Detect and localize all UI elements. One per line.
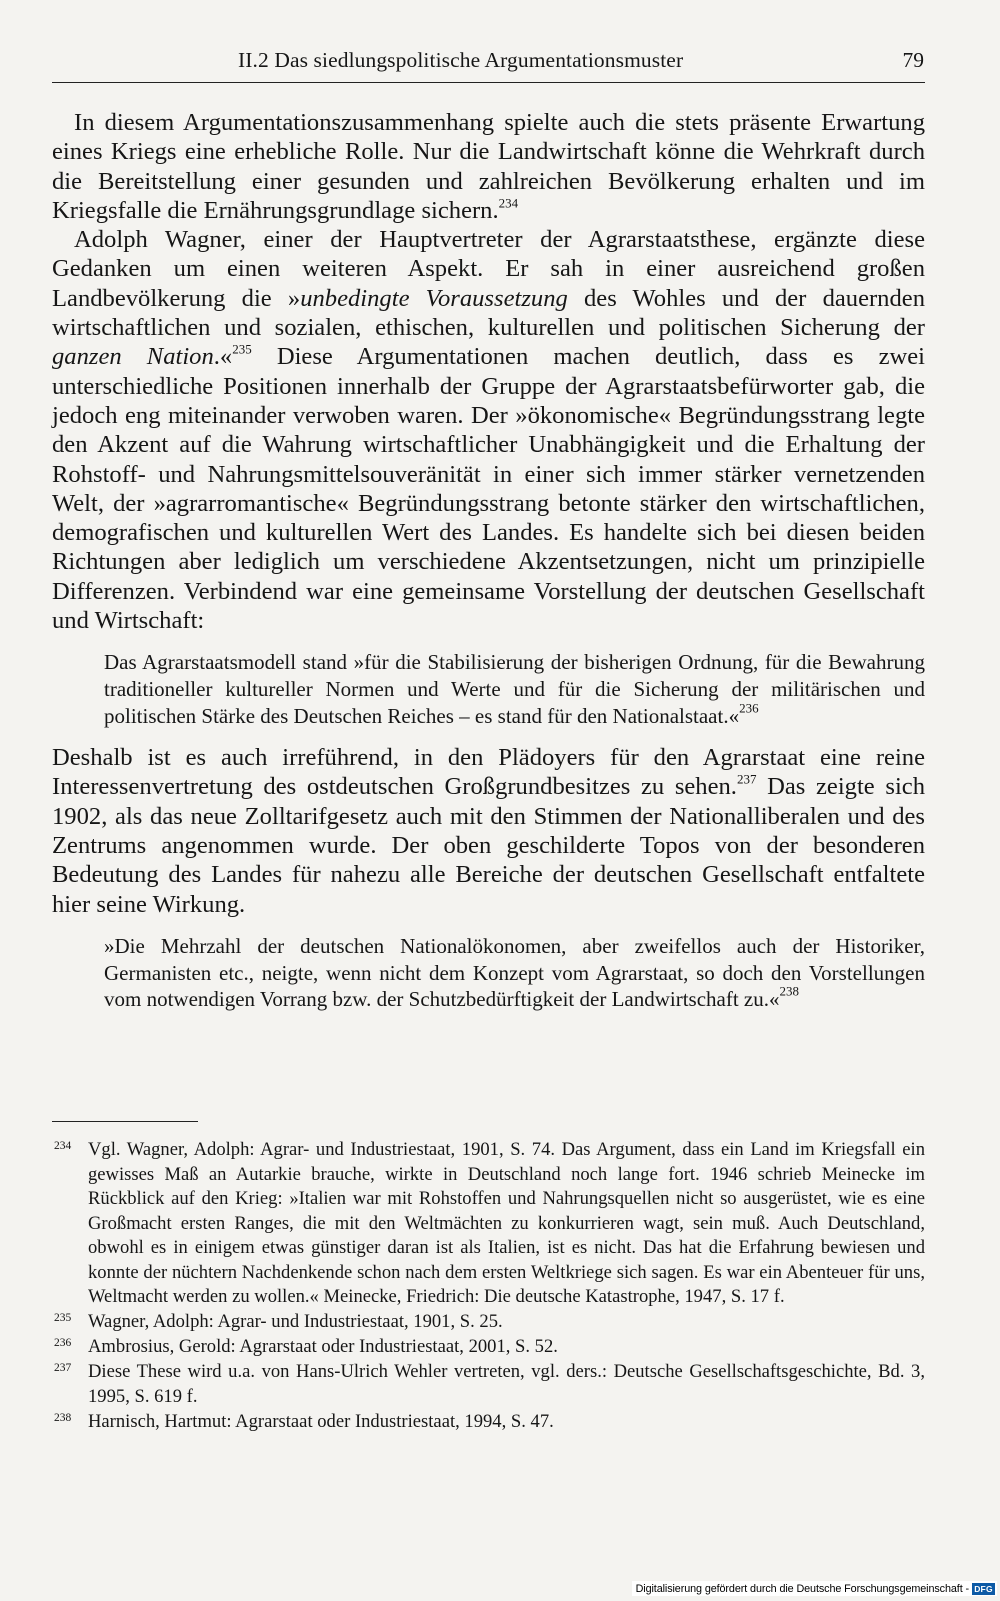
dfg-logo-icon: DFG <box>972 1583 995 1595</box>
footnote-ref[interactable]: 235 <box>232 341 252 357</box>
footnote-number: 237 <box>54 1362 72 1374</box>
footnote-number: 234 <box>54 1140 72 1152</box>
paragraph-2: Adolph Wagner, einer der Hauptvertreter der Agrarstaatsthese, ergänzte diese Gedanken um einen weiteren Aspekt. Er sah in einer ausreichend großen Landbevölkerung die »unbedingte Voraussetzung des Wohles und der dauernden wirtschaftlichen und sozialen, ethischen, kulturellen und politischen Sicherung der ganzen Nation.«$^{235}$ Diese Argumentationen machen deutlich, dass es zwei unterschiedliche Positionen innerhalb der Gruppe der Agrarstaatsbefürworter gab, die jedoch eng miteinander verwoben waren. Der »ökonomische« Begründungsstrang legte den Akzent auf die Wahrung wirtschaftlicher Unabhängigkeit und die Erhaltung der Rohstoff- und Nahrungsmittelsouveränität in einer sich immer stärker vernetzenden Welt, der »agrarromantische« Begründungsstrang betonte stärker den wirtschaftlichen, demografischen und kulturellen Wert des Landes. Es handelte sich bei diesen beiden Richtungen aber lediglich um verschiedene Akzentsetzungen, nicht um prinzipielle Differenzen. Verbindend war eine gemeinsame Vorstellung der deutschen Gesellschaft und Wirtschaft: <box>52 226 925 635</box>
digitization-text: Digitalisierung gefördert durch die Deutsche Forschungsgemeinschaft - <box>635 1582 969 1595</box>
page-number: 79 <box>902 48 924 72</box>
main-text <box>52 108 925 1027</box>
emphasis: unbedingte Voraussetzung <box>300 284 568 312</box>
footnote-number: 238 <box>54 1411 72 1424</box>
footnote: 236 Ambrosius, Gerold: Agrarstaat oder Industriestaat, 2001, S. 52. <box>52 1335 925 1360</box>
footnote-ref[interactable]: 234 <box>498 195 519 211</box>
paragraph-3: Deshalb ist es auch irreführend, in den Plädoyers für den Agrarstaat eine reine Interessenvertretung des ostdeutschen Großgrundbesitzes zu sehen.$^{237}$ Das zeigte sich 1902, als das neue Zolltarifgesetz auch mit den Stimmen der Nationalliberalen und des Zentrums angenommen wurde. Der oben geschilderte Topos von der besonderen Bedeutung des Landes für nahezu alle Bereiche der deutschen Gesellschaft entfaltete hier seine Wirkung. <box>52 744 925 918</box>
footnote-number: 236 <box>54 1337 72 1349</box>
block-quote-1: Das Agrarstaatsmodell stand »für die Stabilisierung der bisherigen Ordnung, für die Bewahrung traditioneller kultureller Normen und Werte und für die Sicherung der militärischen und politischen Stärke des Deutschen Reiches – es stand für den Nationalstaat.«$^{236}$ <box>104 650 925 728</box>
footnote-ref[interactable]: 236 <box>739 700 759 716</box>
digitization-credit <box>632 1581 997 1596</box>
footnote-ref[interactable]: 238 <box>779 983 800 999</box>
footnotes <box>52 1138 925 1435</box>
running-head <box>52 48 925 83</box>
paragraph-1: In diesem Argumentationszusammenhang spielte auch die stets präsente Erwartung eines Kriegs eine erhebliche Rolle. Nur die Landwirtschaft könne die Wehrkraft durch die Bereitstellung einer gesunden und zahlreichen Bevölkerung erhalten und im Kriegsfalle die Ernährungsgrundlage sichern.$^{234}$ <box>52 109 925 224</box>
footnote: 235 Wagner, Adolph: Agrar- und Industriestaat, 1901, S. 25. <box>52 1310 925 1335</box>
emphasis: ganzen Nation <box>52 343 214 371</box>
footnote-number: 235 <box>54 1312 72 1324</box>
footnote: 237 Diese These wird u.a. von Hans-Ulrich Wehler vertreten, vgl. ders.: Deutsche Gesellschaftsgeschichte, Bd. 3, 1995, S. 619 f. <box>52 1360 925 1409</box>
footnote: 234 Vgl. Wagner, Adolph: Agrar- und Industriestaat, 1901, S. 74. Das Argument, dass ein Land im Kriegsfall ein gewisses Maß an Autarkie brauche, wirkte in Deutschland noch lange fort. 1946 schrieb Meinecke im Rückblick auf den Krieg: »Italien war mit Rohstoffen und Nahrungsquellen nicht so ausgerüstet, wie es eine Großmacht ersten Ranges, die mit den Weltmächten zu konkurrieren wagt, sein muß. Auch Deutschland, obwohl es in einigem etwas günstiger daran ist als Italien, ist es nicht. Das hat die Erfahrung bewiesen und konnte der nüchtern Nachdenkende schon nach dem ersten Weltkriege sich sagen. Es war ein Abenteuer für uns, Weltmacht werden zu wollen.« Meinecke, Friedrich: Die deutsche Katastrophe, 1947, S. 17 f. <box>52 1138 925 1310</box>
footnote-separator <box>52 1121 198 1122</box>
footnote-ref[interactable]: 237 <box>736 772 757 788</box>
footnote: 238 Harnisch, Hartmut: Agrarstaat oder Industriestaat, 1994, S. 47. <box>52 1410 925 1435</box>
block-quote-2: »Die Mehrzahl der deutschen Nationalökonomen, aber zweifellos auch der Historiker, Germanisten etc., neigte, wenn nicht dem Konzept vom Agrarstaat, so doch den Vorstellungen vom notwendigen Vorrang bzw. der Schutzbedürftigkeit der Landwirtschaft zu.«$^{238}$ <box>104 933 925 1012</box>
chapter-title: II.2 Das siedlungspolitische Argumentationsmuster <box>238 48 684 72</box>
